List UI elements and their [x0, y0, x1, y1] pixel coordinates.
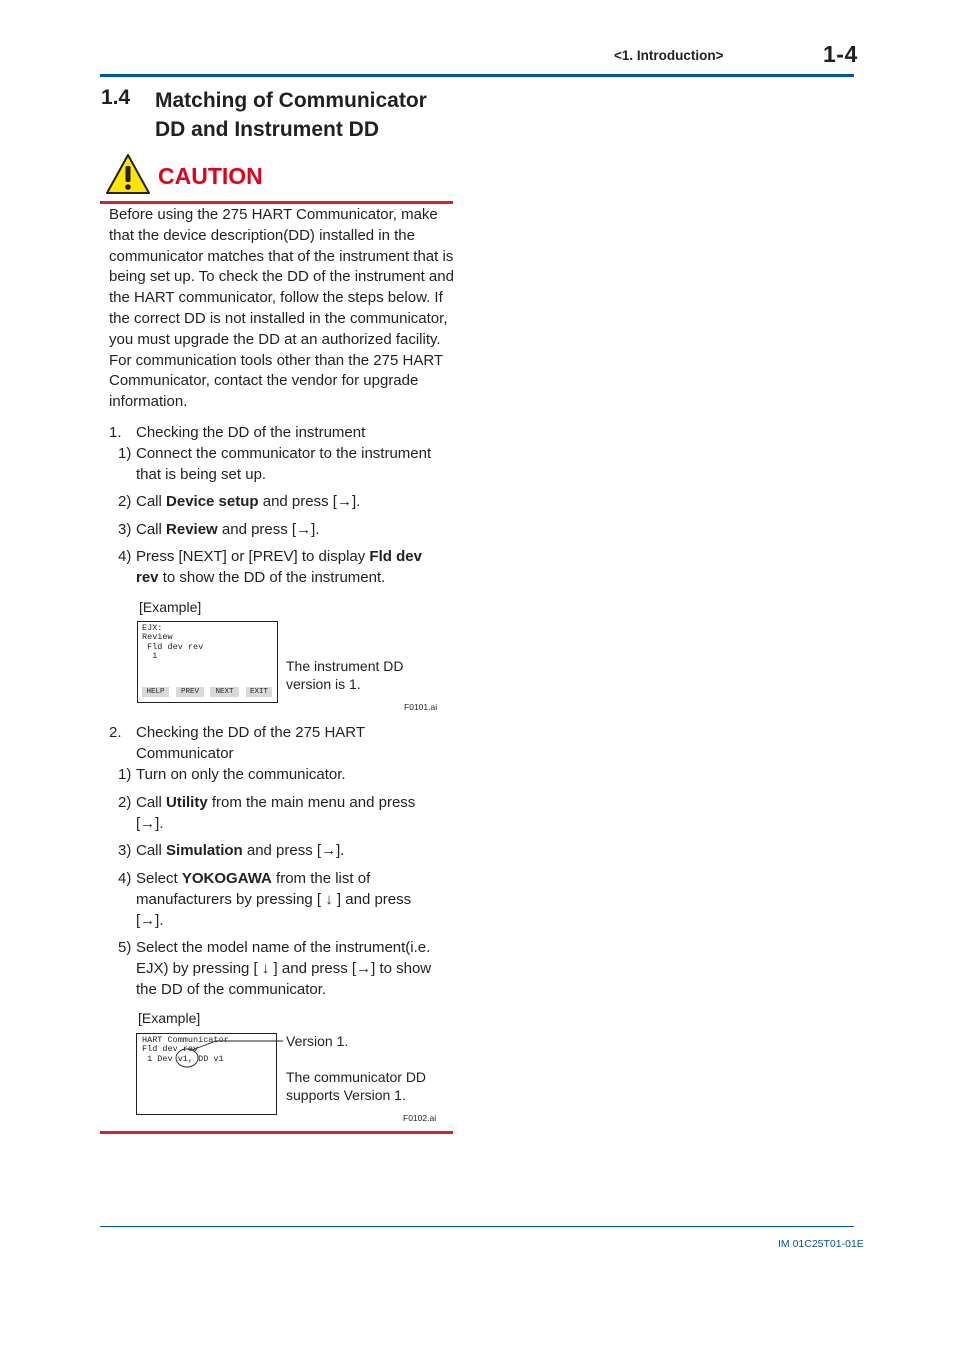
page-number: 1-4: [823, 41, 858, 67]
step1-sub3-number: 3): [118, 521, 132, 538]
step2-sub3-number: 3): [118, 842, 132, 859]
figure1-note: The instrument DD version is 1.: [286, 658, 404, 692]
step2-heading: Checking the DD of the 275 HART Communicator: [136, 724, 365, 762]
softkey-help: HELP: [142, 687, 169, 697]
communicator-screen-1: [137, 621, 278, 703]
step1-number: 1.: [109, 424, 122, 441]
step2-sub2-text: Call Utility from the main menu and press [→].: [136, 794, 416, 832]
step1-sub2-text: Call Device setup and press [→].: [136, 493, 361, 510]
step1-sub1-text: Connect the communicator to the instrument that is being set up.: [136, 445, 432, 483]
caution-bottom-rule: [100, 1131, 453, 1134]
screen1-text: EJX: Review Fld dev rev 1: [142, 623, 204, 661]
warning-triangle-icon: [105, 153, 151, 200]
step2-number: 2.: [109, 724, 122, 741]
step1-sub4-number: 4): [118, 548, 132, 565]
figure2-note: The communicator DD supports Version 1.: [286, 1069, 427, 1103]
figure2-id: F0102.ai: [403, 1113, 437, 1123]
step2-sub2-number: 2): [118, 794, 132, 811]
caution-label: CAUTION: [158, 163, 263, 189]
softkey-exit: EXIT: [246, 687, 272, 697]
screen2-text: HART Communicator Fld dev rev 1 Dev v1, DD v1: [142, 1035, 229, 1064]
softkey-next: NEXT: [210, 687, 239, 697]
figure2-callout: Version 1.: [286, 1033, 349, 1049]
step1-sub1-number: 1): [118, 445, 132, 462]
step2-sub3-text: Call Simulation and press [→].: [136, 842, 345, 859]
chapter-label: <1. Introduction>: [614, 48, 724, 63]
step2-sub5-text: Select the model name of the instrument(i.e. EJX) by pressing [ ↓ ] and press [→] to show the DD of the communicator.: [136, 939, 432, 998]
step2-sub1-text: Turn on only the communicator.: [136, 766, 346, 783]
document-id: IM 01C25T01-01E: [778, 1238, 864, 1250]
step1-sub3-text: Call Review and press [→].: [136, 521, 320, 538]
step2-sub5-number: 5): [118, 939, 132, 956]
step2-sub4-text: Select YOKOGAWA from the list of manufacturers by pressing [ ↓ ] and press [→].: [136, 870, 412, 929]
step1-sub4-text: Press [NEXT] or [PREV] to display Fld dev rev to show the DD of the instrument.: [136, 548, 422, 586]
step2-sub4-number: 4): [118, 870, 132, 887]
softkey-prev: PREV: [176, 687, 204, 697]
step1-sub2-number: 2): [118, 493, 132, 510]
section-title-line2: DD and Instrument DD: [155, 118, 380, 141]
header-rule: [100, 74, 854, 77]
caution-top-rule: [100, 201, 453, 204]
footer-rule: [100, 1226, 854, 1227]
caution-body: Before using the 275 HART Communicator, make that the device description(DD) installed in the communicator matches that of the instrument that is being set up. To check the DD of the instrument and the HART communicator, follow the steps below. If the correct DD is not installed in the communicator, you must upgrade the DD at an authorized facility. For communication tools other than the 275 HART Communicator, contact the vendor for upgrade information.: [109, 206, 454, 411]
section-title-line1: Matching of Communicator: [155, 89, 427, 112]
section-number: 1.4: [101, 86, 131, 109]
step2-sub1-number: 1): [118, 766, 132, 783]
figure2-label: [Example]: [138, 1010, 201, 1026]
figure1-label: [Example]: [139, 599, 202, 615]
section-title: [155, 86, 427, 144]
figure1-id: F0101.ai: [404, 702, 438, 712]
step1-heading: Checking the DD of the instrument: [136, 424, 366, 441]
version-callout: [170, 1034, 290, 1074]
